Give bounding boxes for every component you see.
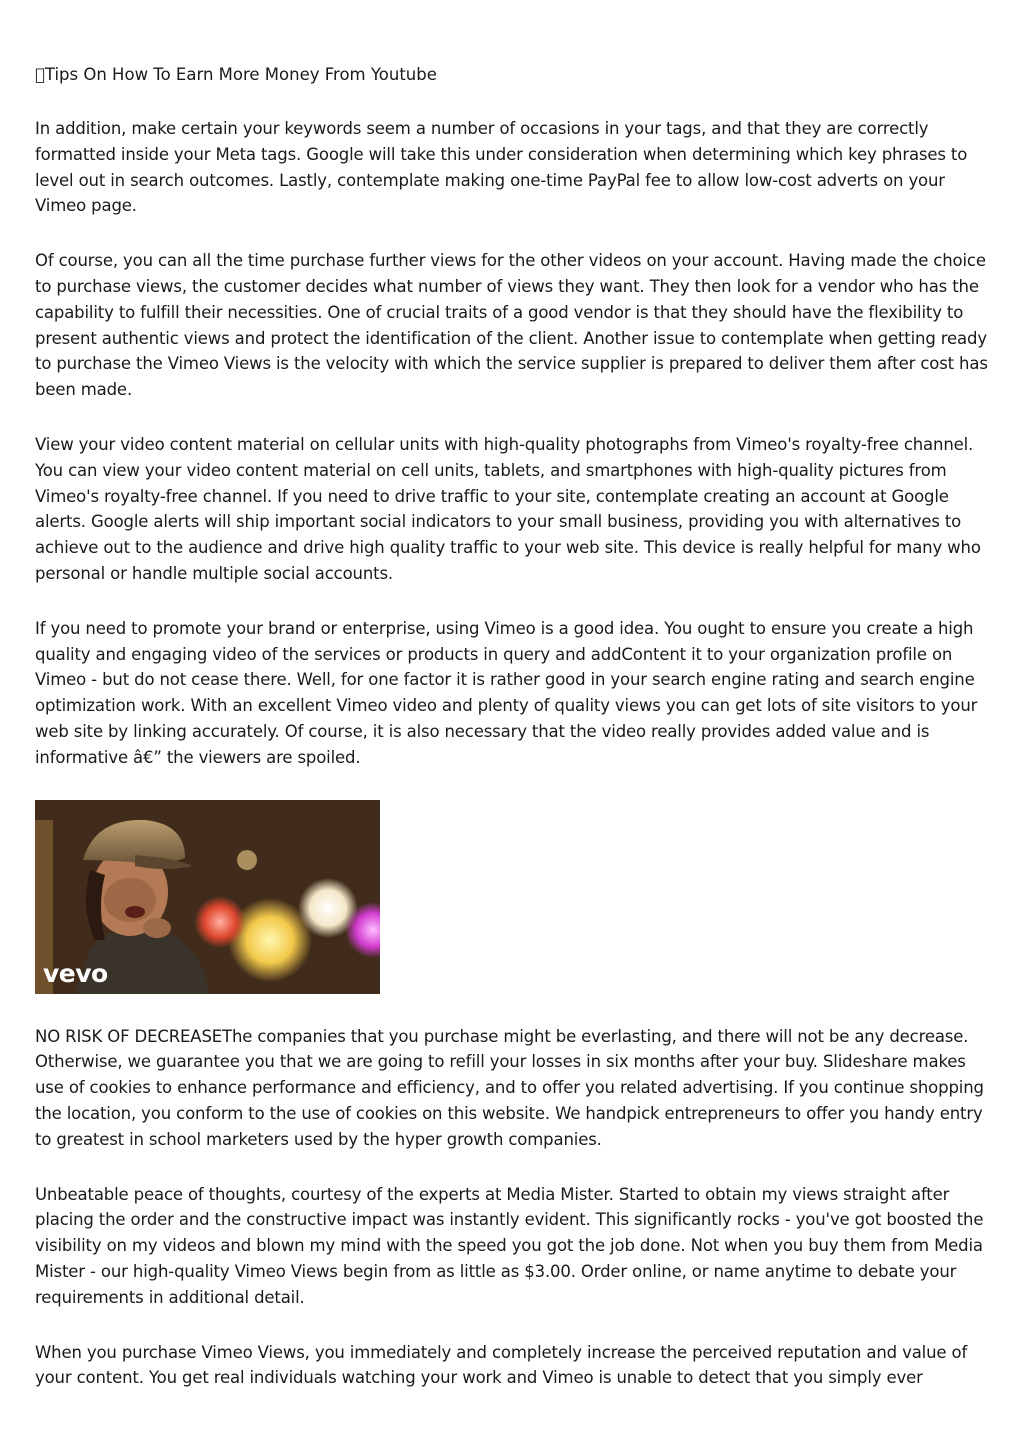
paragraph-promote-brand: If you need to promote your brand or enterprise, using Vimeo is a good idea. You ought to ensure you create a high quality and engaging video of the services or products in query and addContent it to your organization profile on Vimeo - but do not cease there. Well, for one factor it is rather good in your search engine rating and search engine optimization work. With an excellent Vimeo video and plenty of quality views you can get lots of site visitors to your web site by linking accurately. Of course, it is also necessary that the video really provides added value and is informative â€” the viewers are spoiled. xyxy=(35,618,978,767)
paragraph-mobile-viewing: View your video content material on cellular units with high-quality photographs from Vimeo's royalty-free channel. You can view your video content material on cell units, tablets, and smartphones with high-quality pictures from Vimeo's royalty-free channel. If you need to drive traffic to your site, contemplate creating an account at Google alerts. Google alerts will ship important social indicators to your small business, providing you with alternatives to achieve out to the audience and drive high quality traffic to your web site. This device is really helpful for many who personal or handle multiple social accounts. xyxy=(35,434,981,583)
paragraph-no-risk: NO RISK OF DECREASEThe companies that you purchase might be everlasting, and there will not be any decrease. Otherwise, we guarantee you that we are going to refill your losses in six months after your buy. Slideshare makes use of cookies to enhance performance and efficiency, and to offer you related advertising. If you continue shopping the location, you conform to the use of cookies on this website. We handpick entrepreneurs to offer you handy entry to greatest in school marketers used by the hyper growth companies. xyxy=(35,1026,984,1149)
video-thumbnail-image xyxy=(35,800,380,994)
paragraph-media-mister: Unbeatable peace of thoughts, courtesy of the experts at Media Mister. Started to obtain my views straight after placing the order and the constructive impact was instantly evident. This significantly rocks - you've got boosted the visibility on my videos and blown my mind with the speed you got the job done. Not when you buy them from Media Mister - our high-quality Vimeo Views begin from as little as $3.00. Order online, or name anytime to debate your requirements in additional detail. xyxy=(35,1184,984,1307)
document-page xyxy=(35,62,997,1420)
paragraph-purchase-views: Of course, you can all the time purchase further views for the other videos on your account. Having made the choice to purchase views, the customer decides what number of views they want. They then look for a vendor who has the capability to fulfill their necessities. One of crucial traits of a good vendor is that they should have the flexibility to present authentic views and protect the identification of the client. Another issue to contemplate when getting ready to purchase the Vimeo Views is the velocity with which the service supplier is prepared to deliver them after cost has been made. xyxy=(35,251,988,400)
document-title:  Tips On How To Earn More Money From Youtube xyxy=(35,65,437,84)
vevo-logo: vevo xyxy=(43,958,108,988)
paragraph-keywords: In addition, make certain your keywords seem a number of occasions in your tags, and that they are correctly formatted inside your Meta tags. Google will take this under consideration when determining which key phrases to level out in search outcomes. Lastly, contemplate making one-time PayPal fee to allow low-cost adverts on your Vimeo page. xyxy=(35,119,968,216)
paragraph-purchase-reputation: When you purchase Vimeo Views, you immediately and completely increase the perceived reputation and value of your content. You get real individuals watching your work and Vimeo is unable to detect that you simply ever xyxy=(35,1342,968,1388)
